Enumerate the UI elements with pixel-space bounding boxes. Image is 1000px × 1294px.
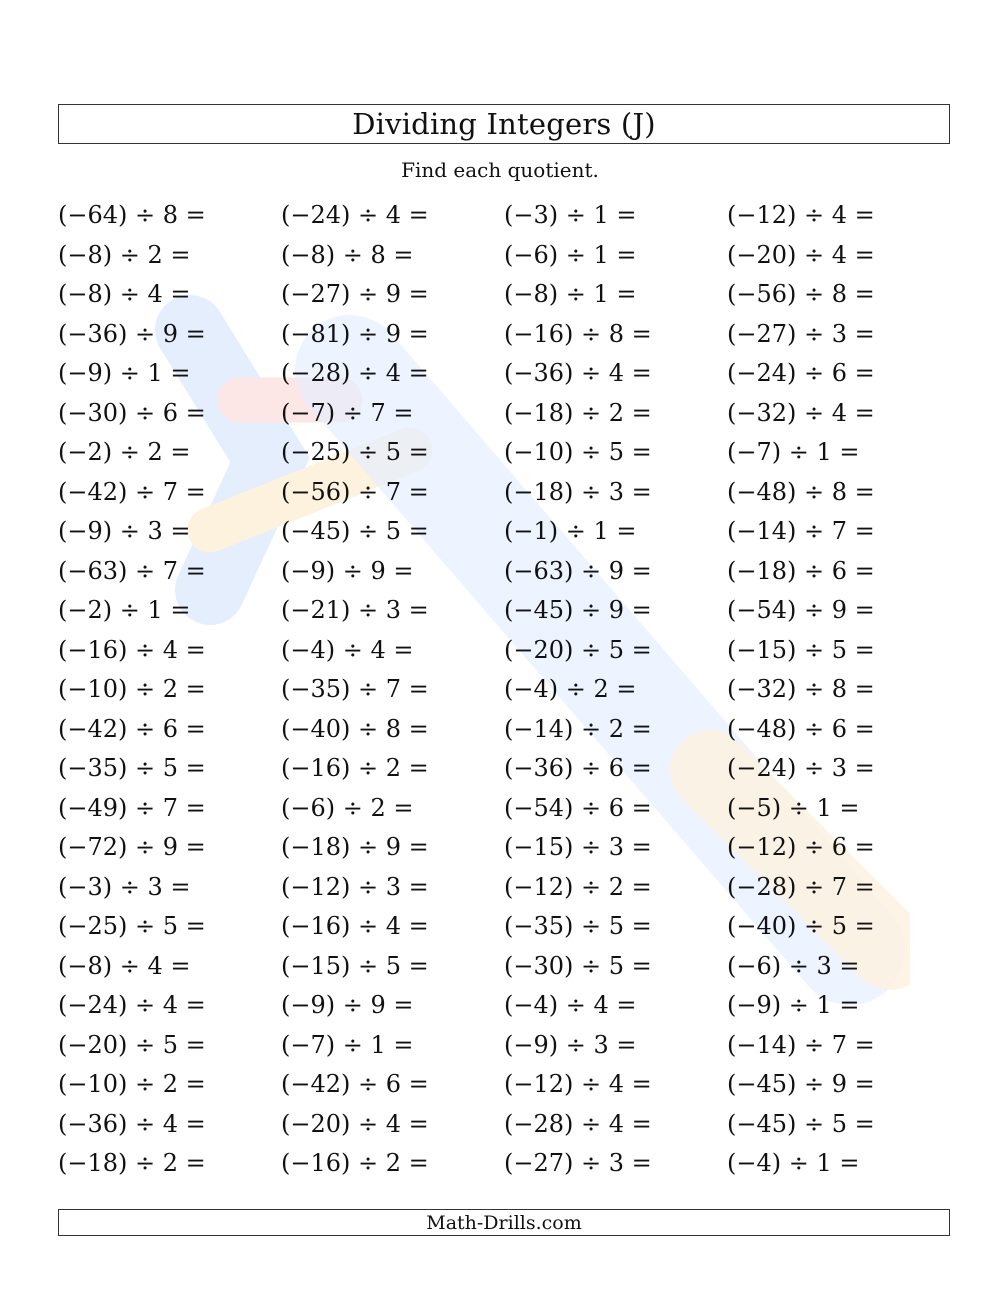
division-problem: (−6) ÷ 1 = [504,240,637,269]
division-problem: (−42) ÷ 6 = [281,1070,429,1098]
division-problem: (−36) ÷ 6 = [504,754,652,782]
division-problem: (−35) ÷ 5 = [504,912,652,940]
division-problem: (−24) ÷ 6 = [727,359,875,387]
division-problem: (−20) ÷ 5 = [504,635,652,664]
division-problem: (−10) ÷ 2 = [58,1070,206,1098]
problem-row [58,552,950,592]
division-problem: (−42) ÷ 6 = [58,714,206,743]
division-problem: (−28) ÷ 4 = [504,1109,652,1138]
division-problem: (−18) ÷ 2 = [504,398,652,427]
division-problem: (−27) ÷ 3 = [504,1149,652,1177]
division-problem: (−28) ÷ 4 = [281,359,429,387]
division-problem: (−14) ÷ 2 = [504,714,652,743]
problem-row [58,591,950,631]
division-problem: (−20) ÷ 5 = [58,1030,206,1059]
division-problem: (−56) ÷ 8 = [727,280,875,308]
problem-row [58,315,950,355]
problem-row [58,1026,950,1066]
division-problem: (−40) ÷ 5 = [727,912,875,940]
problem-row [58,275,950,315]
problem-row [58,354,950,394]
division-problem: (−14) ÷ 7 = [727,517,875,545]
division-problem: (−2) ÷ 2 = [58,438,191,466]
problem-row [58,473,950,513]
division-problem: (−72) ÷ 9 = [58,833,206,861]
division-problem: (−10) ÷ 5 = [504,438,652,466]
division-problem: (−24) ÷ 4 = [58,991,206,1019]
division-problem: (−9) ÷ 1 = [58,359,191,387]
problem-row [58,1065,950,1105]
problem-row [58,789,950,829]
division-problem: (−4) ÷ 4 = [281,635,414,664]
division-problem: (−4) ÷ 4 = [504,991,637,1019]
division-problem: (−48) ÷ 6 = [727,714,875,743]
problem-row [58,1105,950,1145]
division-problem: (−45) ÷ 9 = [504,596,652,624]
division-problem: (−24) ÷ 3 = [727,754,875,782]
division-problem: (−32) ÷ 8 = [727,675,875,703]
division-problem: (−63) ÷ 9 = [504,556,652,585]
division-problem: (−20) ÷ 4 = [281,1109,429,1138]
division-problem: (−28) ÷ 7 = [727,872,875,901]
division-problem: (−54) ÷ 6 = [504,793,652,822]
problem-row [58,1144,950,1184]
division-problem: (−14) ÷ 7 = [727,1030,875,1059]
division-problem: (−64) ÷ 8 = [58,201,206,229]
division-problem: (−18) ÷ 6 = [727,556,875,585]
division-problem: (−45) ÷ 9 = [727,1070,875,1098]
division-problem: (−5) ÷ 1 = [727,793,860,822]
problem-row [58,670,950,710]
worksheet-title-text: Dividing Integers (J) [352,107,656,141]
division-problem: (−6) ÷ 3 = [727,951,860,980]
division-problem: (−12) ÷ 2 = [504,872,652,901]
problem-row [58,986,950,1026]
division-problem: (−40) ÷ 8 = [281,714,429,743]
division-problem: (−8) ÷ 2 = [58,240,191,269]
division-problem: (−6) ÷ 2 = [281,793,414,822]
division-problem: (−3) ÷ 3 = [58,872,191,901]
problem-row [58,394,950,434]
footer-text: Math-Drills.com [426,1211,582,1234]
division-problem: (−30) ÷ 6 = [58,398,206,427]
division-problem: (−36) ÷ 9 = [58,319,206,348]
division-problem: (−25) ÷ 5 = [281,438,429,466]
division-problem: (−36) ÷ 4 = [58,1109,206,1138]
division-problem: (−18) ÷ 9 = [281,833,429,861]
division-problem: (−45) ÷ 5 = [281,517,429,545]
division-problem: (−15) ÷ 3 = [504,833,652,861]
division-problem: (−16) ÷ 4 = [281,912,429,940]
division-problem: (−36) ÷ 4 = [504,359,652,387]
division-problem: (−9) ÷ 3 = [58,517,191,545]
problem-grid [58,196,950,1184]
division-problem: (−27) ÷ 3 = [727,319,875,348]
division-problem: (−24) ÷ 4 = [281,201,429,229]
division-problem: (−63) ÷ 7 = [58,556,206,585]
division-problem: (−16) ÷ 2 = [281,1149,429,1177]
division-problem: (−9) ÷ 9 = [281,991,414,1019]
problem-row [58,947,950,987]
division-problem: (−7) ÷ 1 = [281,1030,414,1059]
division-problem: (−4) ÷ 1 = [727,1149,860,1177]
division-problem: (−16) ÷ 8 = [504,319,652,348]
division-problem: (−49) ÷ 7 = [58,793,206,822]
division-problem: (−16) ÷ 4 = [58,635,206,664]
division-problem: (−8) ÷ 4 = [58,280,191,308]
problem-row [58,433,950,473]
division-problem: (−4) ÷ 2 = [504,675,637,703]
division-problem: (−20) ÷ 4 = [727,240,875,269]
division-problem: (−56) ÷ 7 = [281,477,429,506]
division-problem: (−7) ÷ 7 = [281,398,414,427]
division-problem: (−2) ÷ 1 = [58,596,191,624]
worksheet-instructions: Find each quotient. [401,158,599,182]
division-problem: (−8) ÷ 1 = [504,280,637,308]
problem-row [58,868,950,908]
division-problem: (−10) ÷ 2 = [58,675,206,703]
division-problem: (−35) ÷ 7 = [281,675,429,703]
division-problem: (−8) ÷ 8 = [281,240,414,269]
division-problem: (−12) ÷ 6 = [727,833,875,861]
problem-row [58,512,950,552]
problem-row [58,749,950,789]
division-problem: (−8) ÷ 4 = [58,951,191,980]
division-problem: (−45) ÷ 5 = [727,1109,875,1138]
worksheet-footer [58,1209,950,1236]
worksheet-title [58,104,950,144]
division-problem: (−18) ÷ 3 = [504,477,652,506]
division-problem: (−32) ÷ 4 = [727,398,875,427]
division-problem: (−15) ÷ 5 = [727,635,875,664]
division-problem: (−1) ÷ 1 = [504,517,637,545]
division-problem: (−42) ÷ 7 = [58,477,206,506]
division-problem: (−9) ÷ 3 = [504,1030,637,1059]
division-problem: (−18) ÷ 2 = [58,1149,206,1177]
problem-row [58,236,950,276]
division-problem: (−12) ÷ 4 = [727,201,875,229]
division-problem: (−7) ÷ 1 = [727,438,860,466]
division-problem: (−21) ÷ 3 = [281,596,429,624]
problem-row [58,828,950,868]
division-problem: (−12) ÷ 3 = [281,872,429,901]
problem-row [58,631,950,671]
problem-row [58,907,950,947]
division-problem: (−9) ÷ 9 = [281,556,414,585]
division-problem: (−16) ÷ 2 = [281,754,429,782]
division-problem: (−3) ÷ 1 = [504,201,637,229]
division-problem: (−15) ÷ 5 = [281,951,429,980]
division-problem: (−48) ÷ 8 = [727,477,875,506]
division-problem: (−27) ÷ 9 = [281,280,429,308]
division-problem: (−81) ÷ 9 = [281,319,429,348]
division-problem: (−25) ÷ 5 = [58,912,206,940]
problem-row [58,710,950,750]
division-problem: (−9) ÷ 1 = [727,991,860,1019]
problem-row [58,196,950,236]
division-problem: (−54) ÷ 9 = [727,596,875,624]
division-problem: (−35) ÷ 5 = [58,754,206,782]
division-problem: (−12) ÷ 4 = [504,1070,652,1098]
division-problem: (−30) ÷ 5 = [504,951,652,980]
